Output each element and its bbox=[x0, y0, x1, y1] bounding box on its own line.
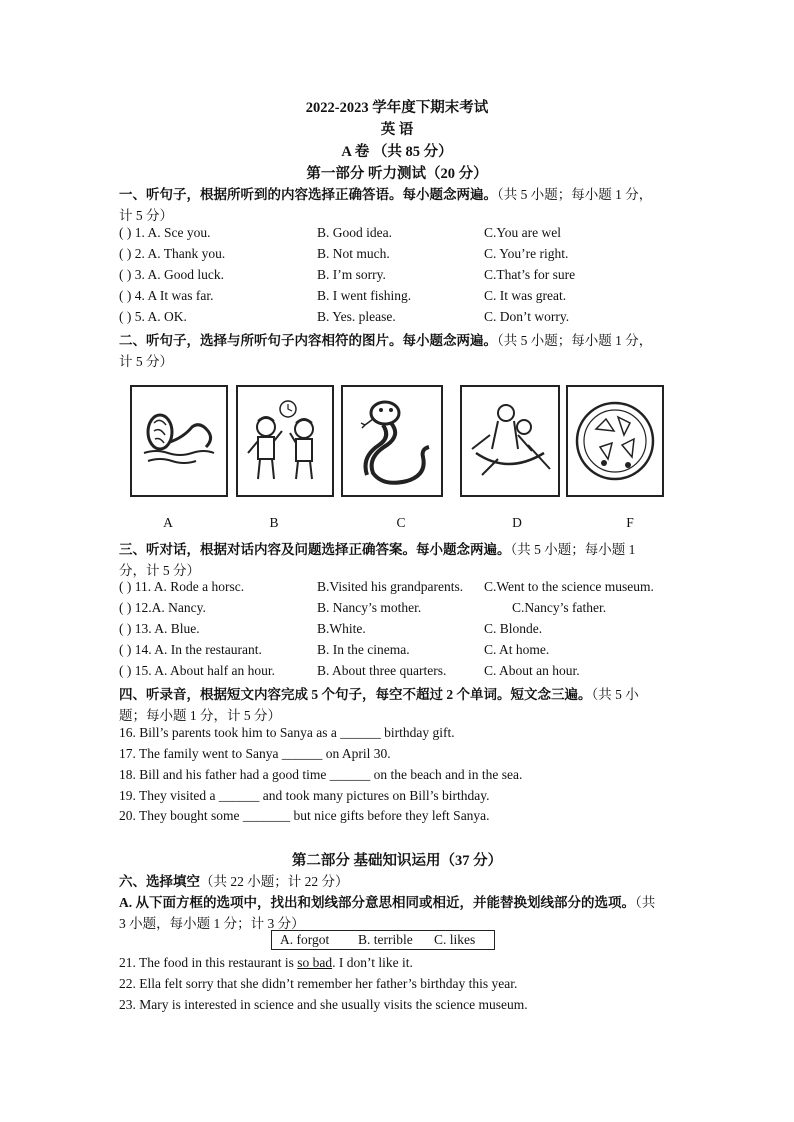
swimmer-drawing bbox=[132, 387, 226, 495]
picture-b-children bbox=[236, 385, 334, 497]
q13-option-c: C. Blonde. bbox=[484, 621, 543, 636]
picture-c-snake bbox=[341, 385, 443, 497]
subsection-a-heading bbox=[119, 891, 655, 911]
q1-option-a: ( ) 1. A. Sce you. bbox=[119, 225, 211, 240]
section1-title: 一、听句子，根据所听到的内容选择正确答语。每小题念两遍。 bbox=[119, 187, 497, 202]
q15-option-b: B. About three quarters. bbox=[317, 663, 447, 678]
q5-option-c: C. Don’t worry. bbox=[484, 309, 570, 324]
section6-note: （共 22 小题；计 22 分） bbox=[200, 874, 349, 889]
picture-a-swimming bbox=[130, 385, 228, 497]
section3-note-cont: 分，计 5 分） bbox=[119, 563, 200, 578]
section3-heading bbox=[119, 538, 635, 558]
q4-option-a: ( ) 4. A It was far. bbox=[119, 288, 214, 303]
q12-option-a: ( ) 12.A. Nancy. bbox=[119, 600, 206, 615]
section4-heading bbox=[119, 683, 639, 703]
section2-note: （共 5 小题；每小题 1 分， bbox=[497, 333, 653, 348]
subsection-a-title: A. 从下面方框的选项中，找出和划线部分意思相同或相近，并能替换划线部分的选项。 bbox=[119, 895, 635, 910]
section3-title: 三、听对话，根据对话内容及问题选择正确答案。每小题念两遍。 bbox=[119, 542, 511, 557]
options-box bbox=[271, 930, 495, 950]
section4-title: 四、听录音，根据短文内容完成 5 个句子，每空不超过 2 个单词。短文念三遍。 bbox=[119, 687, 592, 702]
q21-text-start: 21. The food in this restaurant is bbox=[119, 955, 298, 970]
section6-heading bbox=[119, 870, 349, 890]
option-b-terrible: B. terrible bbox=[358, 932, 413, 947]
section4-note-cont: 题；每小题 1 分，计 5 分） bbox=[119, 708, 281, 723]
section1-heading bbox=[119, 183, 652, 203]
q4-option-b: B. I went fishing. bbox=[317, 288, 412, 303]
q18-sentence: 18. Bill and his father had a good time ______ on the beach and in the sea. bbox=[119, 767, 523, 782]
picture-label-f: F bbox=[626, 515, 634, 530]
section2-heading bbox=[119, 329, 652, 349]
part1-title: 第一部分 听力测试（20 分） bbox=[306, 166, 488, 182]
boat-drawing bbox=[462, 387, 558, 495]
section1-note-cont: 计 5 分） bbox=[119, 208, 173, 223]
q3-option-b: B. I’m sorry. bbox=[317, 267, 386, 282]
option-a-forgot: A. forgot bbox=[280, 932, 330, 947]
option-c-likes: C. likes bbox=[434, 932, 476, 947]
paper-a-title: A 卷 （共 85 分） bbox=[341, 144, 453, 160]
q15-option-c: C. About an hour. bbox=[484, 663, 580, 678]
q19-sentence: 19. They visited a ______ and took many pictures on Bill’s birthday. bbox=[119, 788, 490, 803]
subsection-a-note: （共 bbox=[635, 895, 656, 910]
q2-option-b: B. Not much. bbox=[317, 246, 390, 261]
q2-option-a: ( ) 2. A. Thank you. bbox=[119, 246, 226, 261]
picture-label-a: A bbox=[163, 515, 173, 530]
section2-title: 二、听句子，选择与所听句子内容相符的图片。每小题念两遍。 bbox=[119, 333, 497, 348]
q21-underlined: so bad bbox=[297, 955, 333, 970]
q1-option-b: B. Good idea. bbox=[317, 225, 392, 240]
section1-note: （共 5 小题；每小题 1 分， bbox=[497, 187, 653, 202]
section3-note: （共 5 小题；每小题 1 bbox=[510, 542, 636, 557]
q4-option-c: C. It was great. bbox=[484, 288, 567, 303]
q22-sentence: 22. Ella felt sorry that she didn’t remember her father’s birthday this year. bbox=[119, 976, 518, 991]
q21-text-end: . I don’t like it. bbox=[332, 955, 413, 970]
picture-label-c: C bbox=[396, 515, 406, 530]
q13-option-a: ( ) 13. A. Blue. bbox=[119, 621, 200, 636]
q12-option-b: B. Nancy’s mother. bbox=[317, 600, 422, 615]
q12-option-c: C.Nancy’s father. bbox=[512, 600, 607, 615]
picture-d-boating bbox=[460, 385, 560, 497]
q3-option-a: ( ) 3. A. Good luck. bbox=[119, 267, 224, 282]
q5-option-b: B. Yes. please. bbox=[317, 309, 396, 324]
q15-option-a: ( ) 15. A. About half an hour. bbox=[119, 663, 275, 678]
section2-note-cont: 计 5 分） bbox=[119, 354, 173, 369]
part2-title: 第二部分 基础知识运用（37 分） bbox=[291, 853, 503, 869]
q16-sentence: 16. Bill’s parents took him to Sanya as a ______ birthday gift. bbox=[119, 725, 455, 740]
q14-option-a: ( ) 14. A. In the restaurant. bbox=[119, 642, 262, 657]
subject-title: 英 语 bbox=[380, 122, 414, 138]
q14-option-c: C. At home. bbox=[484, 642, 550, 657]
q20-sentence: 20. They bought some _______ but nice gifts before they left Sanya. bbox=[119, 808, 490, 823]
q1-option-c: C.You are wel bbox=[484, 225, 561, 240]
picture-label-d: D bbox=[512, 515, 522, 530]
subsection-a-note-cont: 3 小题，每小题 1 分；计 3 分） bbox=[119, 916, 305, 931]
q17-sentence: 17. The family went to Sanya ______ on April 30. bbox=[119, 746, 391, 761]
q23-sentence: 23. Mary is interested in science and she usually visits the science museum. bbox=[119, 997, 528, 1012]
q21-sentence bbox=[119, 955, 413, 971]
q13-option-b: B.White. bbox=[317, 621, 366, 636]
plate-drawing bbox=[568, 387, 662, 495]
q11-option-b: B.Visited his grandparents. bbox=[317, 579, 464, 594]
picture-label-b: B bbox=[269, 515, 279, 530]
section6-title: 六、选择填空 bbox=[119, 874, 200, 889]
q2-option-c: C. You’re right. bbox=[484, 246, 569, 261]
children-drawing bbox=[238, 387, 332, 495]
q5-option-a: ( ) 5. A. OK. bbox=[119, 309, 187, 324]
snake-drawing bbox=[343, 387, 441, 495]
q14-option-b: B. In the cinema. bbox=[317, 642, 410, 657]
q3-option-c: C.That’s for sure bbox=[484, 267, 576, 282]
picture-f-food-plate bbox=[566, 385, 664, 497]
q11-option-c: C.Went to the science museum. bbox=[484, 579, 654, 594]
q11-option-a: ( ) 11. A. Rode a horsc. bbox=[119, 579, 245, 594]
exam-title: 2022-2023 学年度下期末考试 bbox=[305, 100, 489, 116]
section4-note: （共 5 小 bbox=[591, 687, 639, 702]
